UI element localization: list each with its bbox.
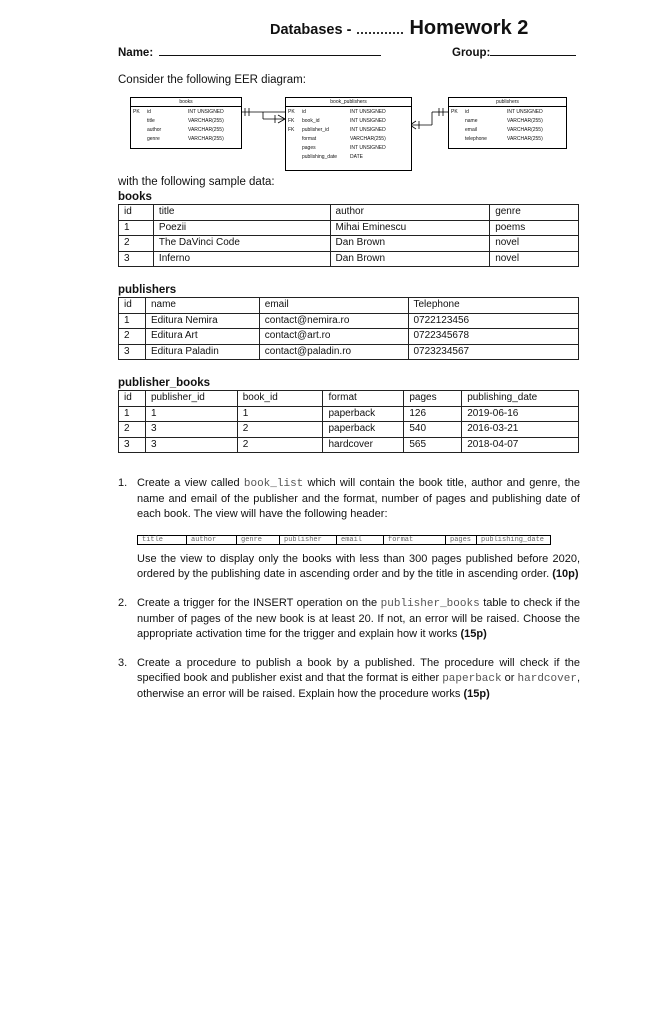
table-cell: 2	[119, 236, 154, 252]
table-cell: Editura Art	[145, 329, 259, 345]
entity-field-type: INT UNSIGNED	[507, 109, 543, 115]
task-number: 3.	[118, 657, 128, 669]
table-header-row	[119, 391, 579, 407]
publisher-books-table	[118, 390, 579, 453]
entity-field-type: INT UNSIGNED	[350, 145, 386, 151]
table-header-cell: book_id	[237, 391, 323, 407]
task-3-text	[137, 656, 580, 702]
table-header-row	[119, 205, 579, 221]
table-cell: 0722345678	[408, 329, 579, 345]
table-cell: 2	[119, 329, 146, 345]
name-label: Name:	[118, 47, 154, 59]
points-label: (10p)	[552, 568, 579, 580]
page-title	[270, 17, 528, 40]
table-header-cell: name	[145, 298, 259, 314]
table-row	[119, 344, 579, 360]
task-text: which will contain the book title, author and genre, the name and email of the publisher and the format, number of pages and publishing date of each book. The view will have the following header:	[137, 477, 580, 520]
entity-field-name: id	[302, 109, 306, 115]
table-header-cell: genre	[490, 205, 579, 221]
table-cell: 3	[145, 437, 237, 453]
table-header-cell: pages	[404, 391, 462, 407]
task-3	[118, 656, 580, 702]
entity-field-name: email	[465, 127, 477, 133]
books-table-title: books	[118, 191, 152, 203]
table-cell: 2	[119, 422, 146, 438]
table-cell: hardcover	[323, 437, 404, 453]
table-cell: 0722123456	[408, 313, 579, 329]
eer-diagram	[130, 95, 590, 173]
entity-field-type: VARCHAR(255)	[188, 118, 224, 124]
entity-field-name: publishing_date	[302, 154, 338, 160]
entity-books	[130, 97, 242, 149]
table-header-cell: Telephone	[408, 298, 579, 314]
table-cell: The DaVinci Code	[153, 236, 330, 252]
scribbled-word	[357, 22, 403, 34]
view-header-cell: email	[337, 536, 384, 545]
entity-field-name: publisher_id	[302, 127, 329, 133]
entity-publishers	[448, 97, 567, 149]
table-cell: Inferno	[153, 251, 330, 267]
table-cell: 1	[119, 313, 146, 329]
entity-field-type: INT UNSIGNED	[350, 118, 386, 124]
books-table	[118, 204, 579, 267]
entity-field-type: VARCHAR(255)	[507, 136, 543, 142]
homework-label: Homework 2	[409, 17, 529, 39]
entity-field-key: PK	[451, 109, 458, 115]
table-cell: contact@paladin.ro	[259, 344, 408, 360]
table-cell: 2016-03-21	[462, 422, 579, 438]
task-text: Create a trigger for the INSERT operation on the	[137, 597, 381, 609]
task-number: 2.	[118, 597, 128, 609]
table-cell: Mihai Eminescu	[330, 220, 490, 236]
task-text: table to check if the number of pages of the new book is at least 20. If not, an error will be raised. Choose the appropriate activation time for the trigger and explain how it works	[137, 597, 580, 640]
sample-data-intro: with the following sample data:	[118, 176, 275, 188]
course-label: Databases -	[270, 22, 352, 38]
table-cell: 0723234567	[408, 344, 579, 360]
table-cell: 2018-04-07	[462, 437, 579, 453]
view-header-cell: format	[384, 536, 446, 545]
entity-field-name: id	[147, 109, 151, 115]
table-header-cell: email	[259, 298, 408, 314]
table-header-cell: publishing_date	[462, 391, 579, 407]
table-row	[119, 437, 579, 453]
entity-field-name: pages	[302, 145, 316, 151]
entity-book-publishers-title: book_publishers	[286, 98, 411, 107]
table-row	[119, 313, 579, 329]
view-header-cell: author	[187, 536, 237, 545]
entity-field-type: INT UNSIGNED	[350, 127, 386, 133]
table-row	[119, 236, 579, 252]
table-cell: 540	[404, 422, 462, 438]
table-row	[119, 422, 579, 438]
task-text: Create a procedure to publish a book by a published. The procedure will check if the specified book and publisher exist and that the format is either	[137, 657, 580, 684]
task-text: Create a view called	[137, 477, 244, 489]
name-field	[118, 45, 381, 59]
entity-field-key: FK	[288, 127, 295, 133]
publisher-books-table-title: publisher_books	[118, 377, 211, 389]
entity-publishers-title: publishers	[449, 98, 566, 107]
task-text: , otherwise an error will be raised. Explain how the procedure works	[137, 672, 580, 700]
table-cell: contact@nemira.ro	[259, 313, 408, 329]
entity-field-name: format	[302, 136, 317, 142]
table-cell: poems	[490, 220, 579, 236]
group-line	[490, 45, 576, 56]
publishers-table-title: publishers	[118, 284, 177, 296]
table-cell: Editura Paladin	[145, 344, 259, 360]
view-header-table	[137, 535, 551, 545]
table-cell: 2019-06-16	[462, 406, 579, 422]
task-text: Use the view to display only the books with less than 300 pages published before 2020, ordered by the publishing date in ascending order and by the title in ascending order.	[137, 553, 580, 580]
table-cell: 3	[119, 437, 146, 453]
view-header-row	[138, 536, 551, 545]
table-cell: paperback	[323, 422, 404, 438]
code-term: book_list	[243, 478, 304, 490]
entity-field-name: telephone	[465, 136, 487, 142]
table-cell: 2	[237, 437, 323, 453]
entity-field-type: INT UNSIGNED	[188, 109, 224, 115]
task-2-text	[137, 596, 580, 642]
task-1	[118, 476, 580, 522]
entity-field-type: VARCHAR(255)	[188, 127, 224, 133]
entity-field-type: VARCHAR(255)	[350, 136, 386, 142]
task-1-part-2	[118, 552, 580, 582]
table-cell: Poezii	[153, 220, 330, 236]
table-row	[119, 220, 579, 236]
code-term: publisher_books	[380, 598, 480, 610]
table-header-cell: title	[153, 205, 330, 221]
table-cell: 3	[145, 422, 237, 438]
entity-field-name: genre	[147, 136, 160, 142]
entity-field-key: PK	[133, 109, 140, 115]
publishers-table	[118, 297, 579, 360]
entity-field-key: FK	[288, 118, 295, 124]
entity-field-type: VARCHAR(255)	[507, 127, 543, 133]
entity-field-name: book_id	[302, 118, 320, 124]
table-row	[119, 406, 579, 422]
entity-field-name: title	[147, 118, 155, 124]
task-2	[118, 596, 580, 642]
entity-field-type: DATE	[350, 154, 363, 160]
table-header-cell: author	[330, 205, 490, 221]
table-cell: novel	[490, 251, 579, 267]
entity-field-type: INT UNSIGNED	[350, 109, 386, 115]
view-header-cell: title	[138, 536, 187, 545]
table-cell: 2	[237, 422, 323, 438]
table-cell: contact@art.ro	[259, 329, 408, 345]
table-cell: 1	[145, 406, 237, 422]
view-header-cell: publishing_date	[477, 536, 551, 545]
table-cell: 126	[404, 406, 462, 422]
code-term: paperback	[442, 673, 502, 685]
table-header-cell: publisher_id	[145, 391, 237, 407]
table-row	[119, 251, 579, 267]
table-header-cell: format	[323, 391, 404, 407]
view-header-cell: publisher	[280, 536, 337, 545]
table-cell: 1	[119, 220, 154, 236]
table-cell: Editura Nemira	[145, 313, 259, 329]
table-header-row	[119, 298, 579, 314]
group-field	[452, 45, 576, 59]
points-label: (15p)	[460, 628, 487, 640]
task-text: or	[501, 672, 518, 684]
entity-field-type: VARCHAR(255)	[188, 136, 224, 142]
table-header-cell: id	[119, 391, 146, 407]
table-cell: Dan Brown	[330, 251, 490, 267]
view-header-cell: pages	[446, 536, 477, 545]
table-cell: novel	[490, 236, 579, 252]
view-header-cell: genre	[237, 536, 280, 545]
table-cell: 565	[404, 437, 462, 453]
table-cell: 1	[119, 406, 146, 422]
entity-field-name: id	[465, 109, 469, 115]
task-number: 1.	[118, 477, 128, 489]
entity-field-name: author	[147, 127, 162, 133]
table-row	[119, 329, 579, 345]
table-header-cell: id	[119, 205, 154, 221]
name-line	[159, 45, 381, 56]
task-1-query-text	[137, 552, 580, 582]
table-cell: Dan Brown	[330, 236, 490, 252]
table-cell: 3	[119, 344, 146, 360]
group-label: Group:	[452, 47, 491, 59]
entity-book-publishers	[285, 97, 412, 171]
entity-field-key: PK	[288, 109, 295, 115]
table-cell: 1	[237, 406, 323, 422]
intro-text: Consider the following EER diagram:	[118, 74, 306, 86]
task-1-text	[137, 476, 580, 522]
table-cell: 3	[119, 251, 154, 267]
table-header-cell: id	[119, 298, 146, 314]
table-cell: paperback	[323, 406, 404, 422]
entity-books-title: books	[131, 98, 241, 107]
entity-field-name: name	[465, 118, 478, 124]
points-label: (15p)	[463, 688, 490, 700]
code-term: hardcover	[517, 673, 577, 685]
entity-field-type: VARCHAR(255)	[507, 118, 543, 124]
